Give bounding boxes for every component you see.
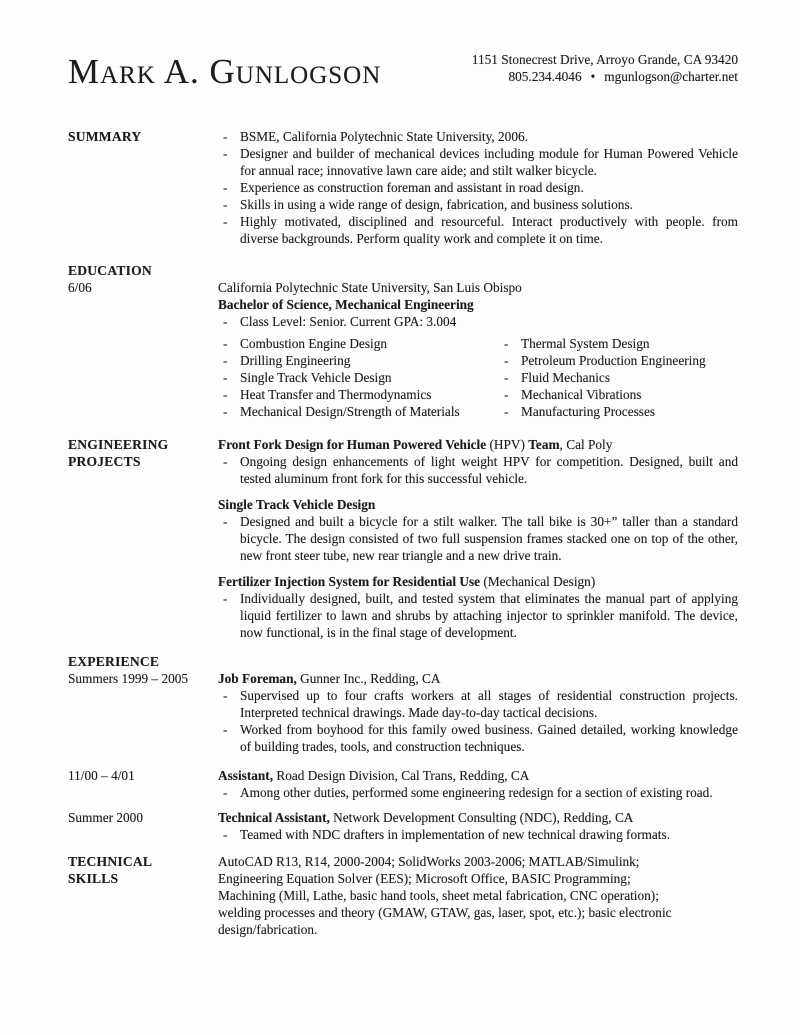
job-bullet xyxy=(218,784,738,801)
project-title: Single Track Vehicle Design xyxy=(218,497,376,512)
section-experience xyxy=(68,653,738,843)
course-name: Fluid Mechanics xyxy=(521,370,611,385)
section-education xyxy=(68,262,738,420)
dash-bullet-glyph: - xyxy=(223,353,228,368)
job-bullet-text: Worked from boyhood for this family owed business. Gained detailed, working knowledge of building trades, tools, and construction techniques. xyxy=(240,722,738,754)
summary-bullet-text: Designer and builder of mechanical devices including module for Human Powered Vehicle for annual race; innovative lawn care aide; and stilt walker bicycle. xyxy=(240,146,738,178)
skills-line: welding processes and theory (GMAW, GTAW, gas, laser, spot, etc.); basic electronic xyxy=(218,905,672,920)
education-heading: EDUCATION xyxy=(68,263,152,278)
course-item xyxy=(499,335,738,352)
dash-bullet-glyph: - xyxy=(223,370,228,385)
project-bullet-text: Individually designed, built, and tested system that eliminates the manual part of applying liquid fertilizer to lawn and shrubs by attaching injector to sprinkler manifold. The device, now functional, is in the final stage of development. xyxy=(240,591,738,640)
course-item xyxy=(218,403,499,420)
course-name: Combustion Engine Design xyxy=(240,336,387,351)
email: mgunlogson@charter.net xyxy=(604,69,738,84)
project-front-fork xyxy=(218,436,738,487)
dash-bullet-glyph: - xyxy=(223,214,228,229)
summary-bullet-text: BSME, California Polytechnic State University, 2006. xyxy=(240,129,528,144)
dash-bullet-glyph: - xyxy=(223,591,228,606)
skills-line: Engineering Equation Solver (EES); Microsoft Office, BASIC Programming; xyxy=(218,871,631,886)
skills-heading-line2: SKILLS xyxy=(68,871,119,886)
dash-bullet-glyph: - xyxy=(223,180,228,195)
dash-bullet-glyph: - xyxy=(504,353,509,368)
job-bullet-text: Among other duties, performed some engineering redesign for a section of existing road. xyxy=(240,785,713,800)
skills-heading-line1: TECHNICAL xyxy=(68,854,153,869)
job-bullet-text: Supervised up to four crafts workers at all stages of residential construction projects. Interpreted technical drawings. Made day-to-day tactical decisions. xyxy=(240,688,738,720)
course-name: Mechanical Design/Strength of Materials xyxy=(240,404,460,419)
contact-block xyxy=(472,51,738,85)
course-name: Single Track Vehicle Design xyxy=(240,370,392,385)
course-list xyxy=(218,335,738,420)
education-date: 6/06 xyxy=(68,280,92,295)
dash-bullet-glyph: - xyxy=(223,146,228,161)
job-technical-assistant xyxy=(68,809,738,843)
job-date: Summer 2000 xyxy=(68,810,143,825)
course-name: Manufacturing Processes xyxy=(521,404,656,419)
course-item xyxy=(499,352,738,369)
dash-bullet-glyph: - xyxy=(504,404,509,419)
contact-line xyxy=(472,68,738,85)
job-bullet xyxy=(218,721,738,755)
course-name: Drilling Engineering xyxy=(240,353,351,368)
education-school: California Polytechnic State University, San Luis Obispo xyxy=(218,280,522,295)
education-degree: Bachelor of Science, Mechanical Engineering xyxy=(218,297,474,312)
summary-bullet xyxy=(218,128,738,145)
project-bullet xyxy=(218,590,738,641)
dash-bullet-glyph: - xyxy=(223,336,228,351)
dash-bullet-glyph: - xyxy=(223,514,228,529)
job-title: Assistant, Road Design Division, Cal Trans, Redding, CA xyxy=(218,768,530,783)
dash-bullet-glyph: - xyxy=(504,387,509,402)
dash-bullet-glyph: - xyxy=(223,387,228,402)
project-bullet-text: Ongoing design enhancements of light weight HPV for competition. Designed, built and tested aluminum front fork for this successful vehicle. xyxy=(240,454,738,486)
summary-bullet xyxy=(218,145,738,179)
course-name: Petroleum Production Engineering xyxy=(521,353,706,368)
dash-bullet-glyph: - xyxy=(223,827,228,842)
education-class-text: Class Level: Senior. Current GPA: 3.004 xyxy=(240,314,457,329)
job-assistant xyxy=(68,767,738,801)
course-item xyxy=(218,369,499,386)
projects-heading-line2: PROJECTS xyxy=(68,454,141,469)
job-bullet xyxy=(218,687,738,721)
phone: 805.234.4046 xyxy=(508,69,582,84)
course-item xyxy=(499,386,738,403)
section-summary xyxy=(68,128,738,247)
job-foreman xyxy=(68,670,738,755)
summary-bullet-text: Highly motivated, disciplined and resourceful. Interact productively with people. from diverse backgrounds. Perform quality work and complete it on time. xyxy=(240,214,738,246)
project-bullet-text: Designed and built a bicycle for a stilt walker. The tall bike is 30+” taller than a standard bicycle. The design consisted of two full suspension frames stacked one on top of the other, new front steer tube, new rear triangle and a new drive train. xyxy=(240,514,738,563)
dash-bullet-glyph: - xyxy=(504,336,509,351)
dash-bullet-glyph: - xyxy=(504,370,509,385)
skills-line: Machining (Mill, Lathe, basic hand tools, sheet metal fabrication, CNC operation); xyxy=(218,888,659,903)
summary-bullet xyxy=(218,196,738,213)
project-bullet xyxy=(218,513,738,564)
job-title: Technical Assistant, Network Development Consulting (NDC), Redding, CA xyxy=(218,810,634,825)
summary-heading: SUMMARY xyxy=(68,129,142,144)
job-bullet xyxy=(218,826,738,843)
skills-line: design/fabrication. xyxy=(218,922,318,937)
project-bullet xyxy=(218,453,738,487)
summary-bullet xyxy=(218,213,738,247)
summary-bullet-text: Skills in using a wide range of design, fabrication, and business solutions. xyxy=(240,197,633,212)
course-name: Thermal System Design xyxy=(521,336,650,351)
section-technical-skills xyxy=(68,853,738,938)
job-date: 11/00 – 4/01 xyxy=(68,768,135,783)
dash-bullet-glyph: - xyxy=(223,722,228,737)
header xyxy=(68,48,738,90)
job-bullet-text: Teamed with NDC drafters in implementation of new technical drawing formats. xyxy=(240,827,670,842)
dash-bullet-glyph: - xyxy=(223,454,228,469)
dash-bullet-glyph: - xyxy=(223,785,228,800)
skills-text xyxy=(218,853,738,938)
candidate-name: Mark A. Gunlogson xyxy=(68,52,382,91)
education-class-bullet xyxy=(218,313,738,330)
course-item xyxy=(218,352,499,369)
dash-bullet-glyph: - xyxy=(223,197,228,212)
course-name: Mechanical Vibrations xyxy=(521,387,642,402)
bullet-separator: • xyxy=(590,69,596,84)
dash-bullet-glyph: - xyxy=(223,314,228,329)
experience-heading: EXPERIENCE xyxy=(68,654,160,669)
job-date: Summers 1999 – 2005 xyxy=(68,671,189,686)
skills-line: AutoCAD R13, R14, 2000-2004; SolidWorks 2003-2006; MATLAB/Simulink; xyxy=(218,854,640,869)
summary-bullet-text: Experience as construction foreman and assistant in road design. xyxy=(240,180,584,195)
course-item xyxy=(499,403,738,420)
job-title: Job Foreman, Gunner Inc., Redding, CA xyxy=(218,671,441,686)
project-title: Fertilizer Injection System for Residential Use (Mechanical Design) xyxy=(218,574,596,589)
project-fertilizer-injection xyxy=(218,573,738,641)
project-single-track xyxy=(218,496,738,564)
dash-bullet-glyph: - xyxy=(223,129,228,144)
course-item xyxy=(218,335,499,352)
dash-bullet-glyph: - xyxy=(223,404,228,419)
project-title: Front Fork Design for Human Powered Vehicle (HPV) Team, Cal Poly xyxy=(218,437,613,452)
dash-bullet-glyph: - xyxy=(223,688,228,703)
summary-bullet xyxy=(218,179,738,196)
projects-heading-line1: ENGINEERING xyxy=(68,437,169,452)
course-item xyxy=(499,369,738,386)
section-engineering-projects xyxy=(68,436,738,641)
course-name: Heat Transfer and Thermodynamics xyxy=(240,387,432,402)
address: 1151 Stonecrest Drive, Arroyo Grande, CA 93420 xyxy=(471,52,738,67)
course-item xyxy=(218,386,499,403)
course-column-left xyxy=(218,335,499,420)
course-column-right xyxy=(499,335,738,420)
